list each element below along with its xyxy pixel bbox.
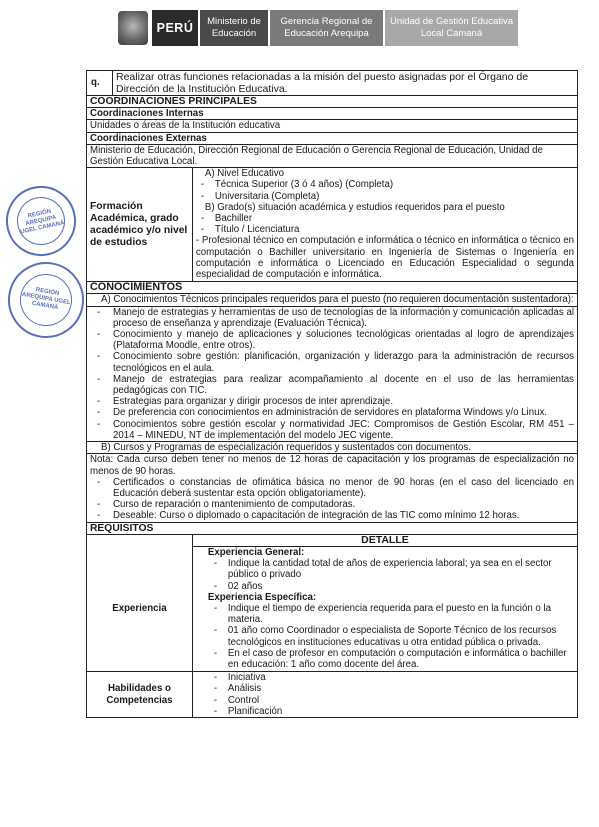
list-item: - Estrategias para organizar y dirigir procesos de inter aprendizaje. — [87, 396, 574, 407]
stamp-2-text: REGIÓN AREQUIPA UGEL CAMANÁ — [21, 287, 71, 312]
experiencia-content — [192, 546, 577, 671]
list-item: - Planificación — [206, 706, 574, 717]
list-item: - Manejo de estrategias y herramientas de uso de tecnologías de la información y comunicación aplicadas al proceso de enseñanza y aprendizaje (Evaluación Técnica). — [87, 307, 574, 329]
list-item: - Iniciativa — [206, 672, 574, 683]
header-ugel: Unidad de Gestión Educativa Local Camaná — [385, 10, 518, 46]
formacion-a: A) Nivel Educativo — [204, 168, 285, 180]
job-profile-table — [86, 70, 578, 718]
requisitos-title: REQUISITOS — [87, 522, 578, 534]
conocimientos-list — [87, 307, 574, 441]
formacion-label: Formación Académica, grado académico y/o nivel de estudios — [87, 168, 193, 282]
coordinaciones-internas-text: Unidades o áreas de la Institución educativa — [87, 120, 578, 132]
official-stamp-1 — [0, 179, 83, 262]
formacion-b-list — [193, 213, 577, 235]
conocimientos-b: B) Cursos y Programas de especialización requeridos y sustentados con documentos. — [87, 442, 578, 454]
coordinaciones-externas-title: Coordinaciones Externas — [87, 132, 578, 144]
nota-text: Nota: Cada curso deben tener no menos de 12 horas de capacitación y los programas de especialización no menos de 90 horas. — [90, 454, 574, 477]
formacion-content — [192, 168, 577, 282]
list-item: - Universitaria (Completa) — [193, 191, 577, 202]
formacion-b: B) Grado(s) situación académica y estudios requeridos para el puesto — [204, 201, 505, 213]
coordinaciones-internas-title: Coordinaciones Internas — [87, 108, 578, 120]
experiencia-especifica-title: Experiencia Específica: — [207, 591, 317, 603]
list-item: - 01 año como Coordinador o especialista de Soporte Técnico de los recursos tecnológicos en instituciones educativas u otra entidad pública o privada. — [206, 625, 574, 647]
list-item: - De preferencia con conocimientos en administración de servidores en plataforma Windows y/o Linux. — [87, 407, 574, 418]
page-header — [118, 8, 518, 48]
conocimientos-title: CONOCIMIENTOS — [87, 282, 578, 294]
list-item: - Análisis — [206, 683, 574, 694]
experiencia-especifica-list — [196, 603, 574, 670]
list-item: - Título / Licenciatura — [193, 224, 577, 235]
list-item: - Conocimiento sobre gestión: planificación, organización y liderazgo para la administración de recursos tecnológicos en el aula. — [87, 351, 574, 373]
header-ministerio: Ministerio de Educación — [200, 10, 268, 46]
list-item: - En el caso de profesor en computación o computación e informática o bachiller en educación: 1 año como docente del área. — [206, 648, 574, 670]
list-item: - Indique la cantidad total de años de experiencia laboral; ya sea en el sector público o privado — [206, 558, 574, 580]
official-stamp-2 — [2, 256, 90, 344]
list-item: - Deseable: Curso o diplomado o capacitación de integración de las TIC como mínimo 12 horas. — [87, 510, 574, 521]
list-item: - Técnica Superior (3 ó 4 años) (Completa) — [193, 179, 577, 190]
habilidades-row — [87, 672, 578, 718]
coordinaciones-externas-text: Ministerio de Educación, Dirección Regional de Educación o Gerencia Regional de Educación, Unidad de Gestión Educativa Local. — [87, 144, 578, 167]
formacion-a-list — [193, 179, 577, 201]
header-peru: PERÚ — [152, 10, 198, 46]
list-item: - 02 años — [206, 581, 574, 592]
experiencia-row — [87, 546, 578, 671]
list-item: - Bachiller — [193, 213, 577, 224]
nota-list — [87, 477, 574, 522]
requisitos-blank — [87, 534, 193, 546]
list-item: - Conocimiento y manejo de aplicaciones y soluciones tecnológicas orientadas al logro de aprendizajes (Plataforma Moodle, entre otros). — [87, 329, 574, 351]
detalle-header: DETALLE — [192, 534, 577, 546]
conocimientos-a: A) Conocimientos Técnicos principales requeridos para el puesto (no requieren documentación sustentadora): — [87, 294, 578, 306]
list-item: - Conocimientos sobre gestión escolar y normatividad JEC: Compromisos de Gestión Escolar, RM 451 – 2014 – MINEDU, NT de implementación del modelo JEC vigente. — [87, 419, 574, 441]
list-item: - Control — [206, 695, 574, 706]
habilidades-list — [196, 672, 574, 717]
national-crest-logo — [118, 11, 148, 45]
coordinaciones-title: COORDINACIONES PRINCIPALES — [87, 96, 578, 108]
habilidades-content — [192, 672, 577, 718]
list-item: - Certificados o constancias de ofimática básica no menor de 90 horas (en el caso del licenciado en Educación deberá sustentar esta opción obligatoriamente). — [87, 477, 574, 499]
list-item: - Curso de reparación o mantenimiento de computadoras. — [87, 499, 574, 510]
header-gerencia: Gerencia Regional de Educación Arequipa — [270, 10, 383, 46]
stamp-1-text: REGIÓN AREQUIPA UGEL CAMANÁ — [19, 208, 65, 235]
list-item: - Indique el tiempo de experiencia requerida para el puesto en la función o la materia. — [206, 603, 574, 625]
item-q-row — [87, 71, 578, 96]
experiencia-general-title: Experiencia General: — [207, 546, 305, 558]
formacion-profesional: - Profesional técnico en computación e informática o técnico en informática o técnico en computación o Bachiller universitario en Ingeniería de Sistemas o Ingeniería en computación e informática o Licenciado en Educación Especialidad o segunda especialidad de computación e informática. — [195, 235, 574, 281]
experiencia-general-list — [196, 558, 574, 592]
list-item: - Manejo de estrategias para realizar acompañamiento al docente en el uso de las herramientas pedagógicas con TIC. — [87, 374, 574, 396]
nota-cell — [87, 454, 578, 522]
item-q-text: Realizar otras funciones relacionadas a la misión del puesto asignadas por el Órgano de Dirección de la Institución Educativa. — [112, 71, 577, 96]
experiencia-label: Experiencia — [87, 546, 193, 671]
habilidades-label: Habilidades o Competencias — [87, 672, 193, 718]
item-q-letter: q. — [87, 71, 113, 96]
formacion-row — [87, 168, 578, 282]
conocimientos-list-cell — [87, 306, 578, 441]
